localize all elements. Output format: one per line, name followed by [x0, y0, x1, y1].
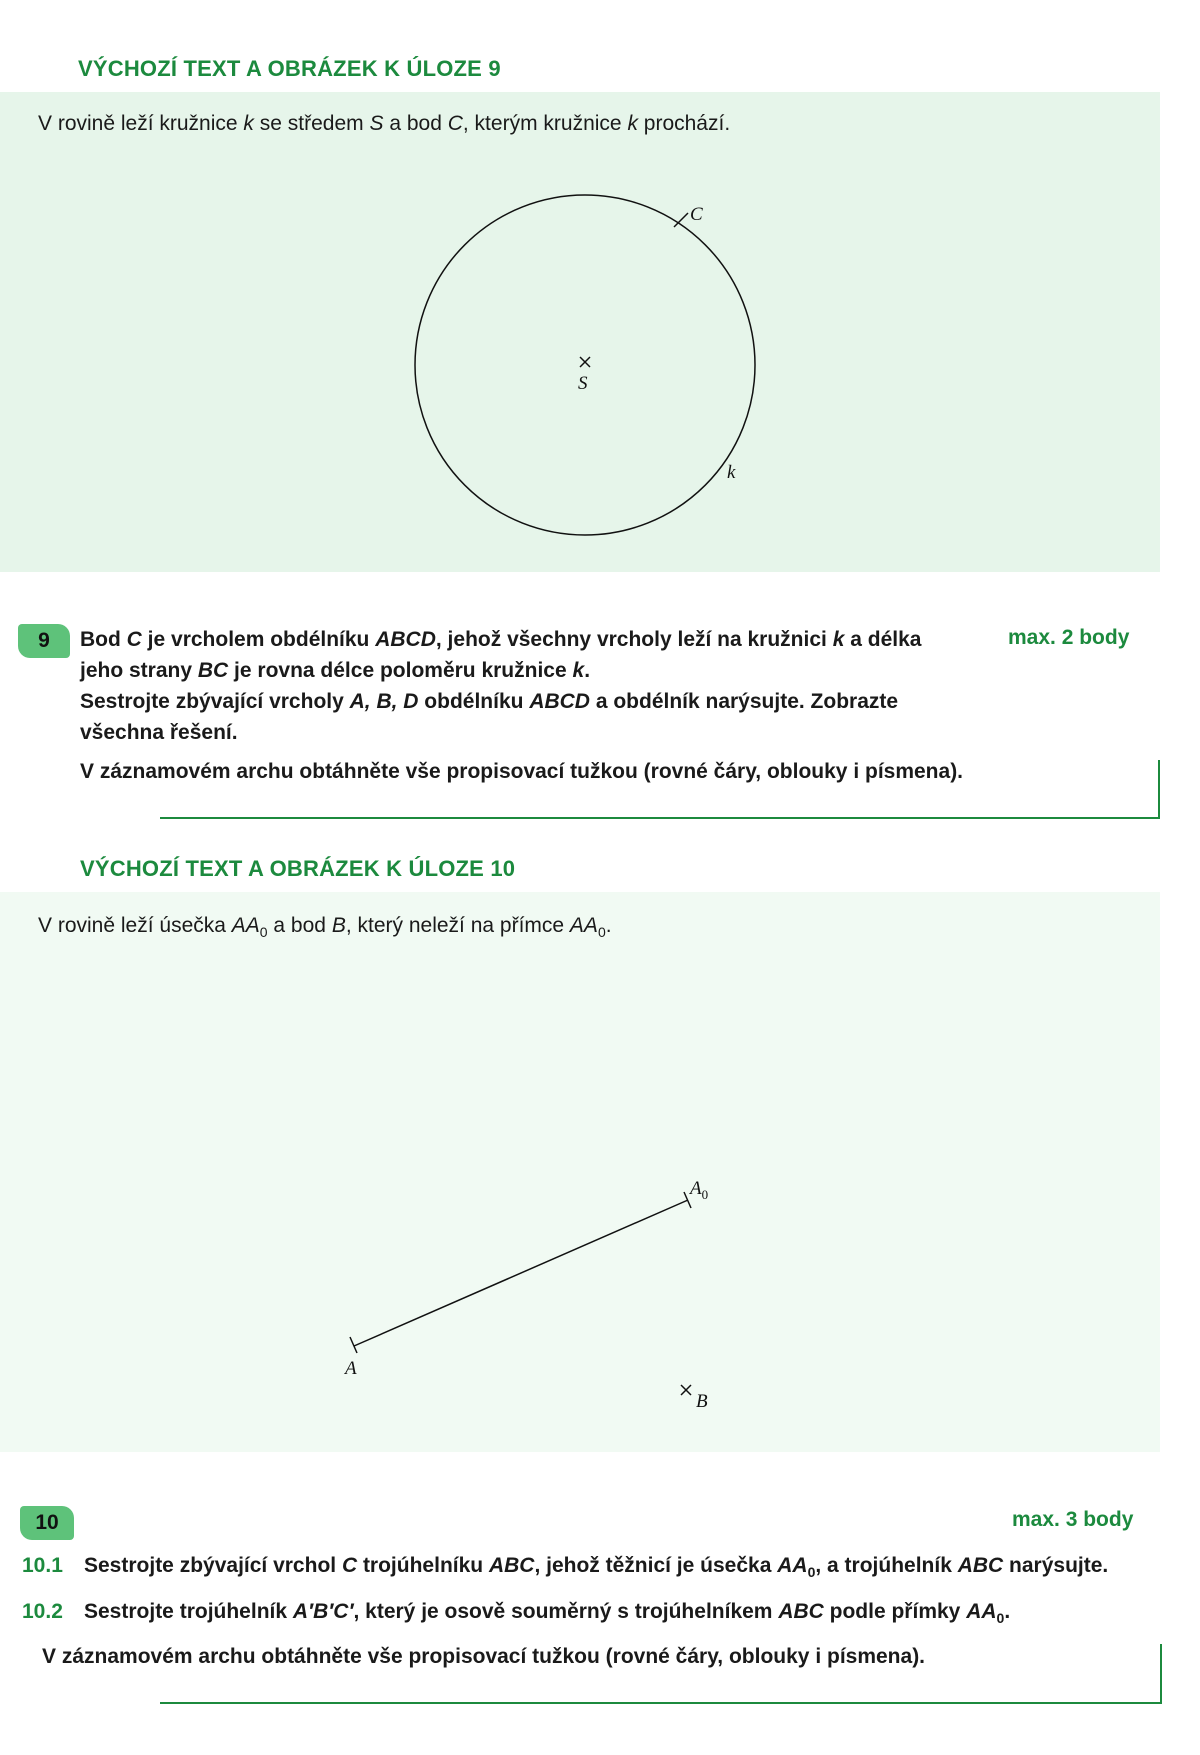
label-s: S [578, 373, 588, 394]
task9-points: max. 2 body [1008, 626, 1130, 649]
label-a: A [345, 1358, 357, 1379]
task9-line-4: všechna řešení. [80, 721, 238, 744]
task10-number-badge: 10 [20, 1506, 74, 1540]
task10-sub1-text: Sestrojte zbývající vrchol C trojúhelníku ABC, jehož těžnicí je úsečka $AA_0$, a trojúhelník ABC narýsujte. [84, 1554, 1109, 1581]
task10-bottom-rule [160, 1702, 1162, 1704]
task10-heading: VÝCHOZÍ TEXT A OBRÁZEK K ÚLOZE 10 [80, 856, 516, 881]
task9-note: V záznamovém archu obtáhněte vše propisovací tužkou (rovné čáry, oblouky i písmena). [80, 760, 964, 783]
task9-intro: V rovině leží kružnice k se středem S a bod C, kterým kružnice k prochází. [38, 112, 731, 135]
segment-aa0 [354, 1200, 688, 1346]
task10-side-rule [1160, 1644, 1162, 1704]
task9-line-3: Sestrojte zbývající vrcholy A, B, D obdélníku ABCD a obdélník narýsujte. Zobrazte [80, 690, 899, 713]
task10-points: max. 3 body [1012, 1508, 1134, 1531]
task9-heading: VÝCHOZÍ TEXT A OBRÁZEK K ÚLOZE 9 [78, 56, 501, 81]
label-c: C [690, 204, 703, 225]
task10-note: V záznamovém archu obtáhněte vše propisovací tužkou (rovné čáry, oblouky i písmena). [42, 1645, 926, 1668]
task10-sub1-number: 10.1 [22, 1554, 63, 1577]
label-k: k [727, 462, 736, 483]
task9-line-2: jeho strany BC je rovna délce poloměru kružnice k. [80, 659, 591, 682]
task9-number-badge: 9 [18, 624, 70, 658]
task10-intro: V rovině leží úsečka $AA_0$ a bod B, který neleží na přímce $AA_0$. [38, 914, 612, 941]
task10-sub2-text: Sestrojte trojúhelník A′B′C′, který je osově souměrný s trojúhelníkem ABC podle přímky $AA_0$. [84, 1600, 1011, 1627]
label-a0: $A_0$ [690, 1178, 709, 1202]
label-b: B [696, 1391, 708, 1412]
task9-line-1: Bod C je vrcholem obdélníku ABCD, jehož všechny vrcholy leží na kružnici k a délka [80, 628, 922, 651]
task10-sub2-number: 10.2 [22, 1600, 63, 1623]
